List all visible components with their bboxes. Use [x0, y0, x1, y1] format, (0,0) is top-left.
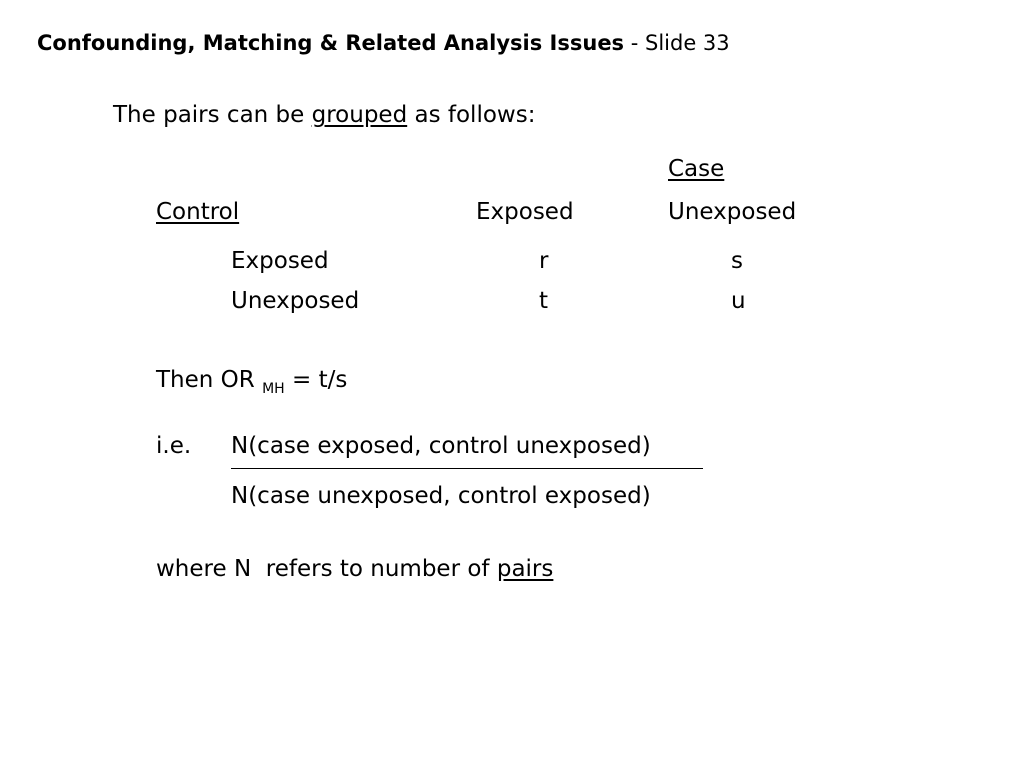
intro-text-after: as follows:: [407, 102, 536, 128]
case-header: Case: [668, 156, 725, 182]
cell-t: t: [539, 288, 549, 314]
formula-suffix: = t/s: [284, 367, 348, 393]
odds-ratio-formula: [156, 367, 348, 397]
intro-underlined-word: grouped: [311, 102, 408, 128]
formula-prefix: Then OR: [156, 367, 263, 393]
cell-s: s: [731, 248, 743, 274]
column-header-unexposed: Unexposed: [668, 199, 797, 225]
slide-title-separator: -: [624, 31, 645, 55]
control-header: Control: [156, 199, 240, 225]
definition-sentence: [156, 556, 553, 582]
definition-underlined-word: pairs: [496, 556, 554, 582]
slide-number: Slide 33: [645, 31, 730, 55]
formula-subscript: MH: [262, 381, 285, 397]
fraction-bar: [231, 468, 703, 469]
slide-title: [37, 31, 730, 55]
row-label-exposed: Exposed: [231, 248, 329, 274]
ie-label: i.e.: [156, 433, 192, 459]
fraction-numerator: N(case exposed, control unexposed): [231, 433, 651, 459]
row-label-unexposed: Unexposed: [231, 288, 360, 314]
cell-r: r: [539, 248, 549, 274]
fraction-denominator: N(case unexposed, control exposed): [231, 483, 651, 509]
intro-text-before: The pairs can be: [113, 102, 312, 128]
intro-sentence: [113, 102, 535, 128]
column-header-exposed: Exposed: [476, 199, 574, 225]
definition-text: where N refers to number of: [156, 556, 497, 582]
cell-u: u: [731, 288, 746, 314]
slide-title-main: Confounding, Matching & Related Analysis Issues: [37, 31, 625, 55]
